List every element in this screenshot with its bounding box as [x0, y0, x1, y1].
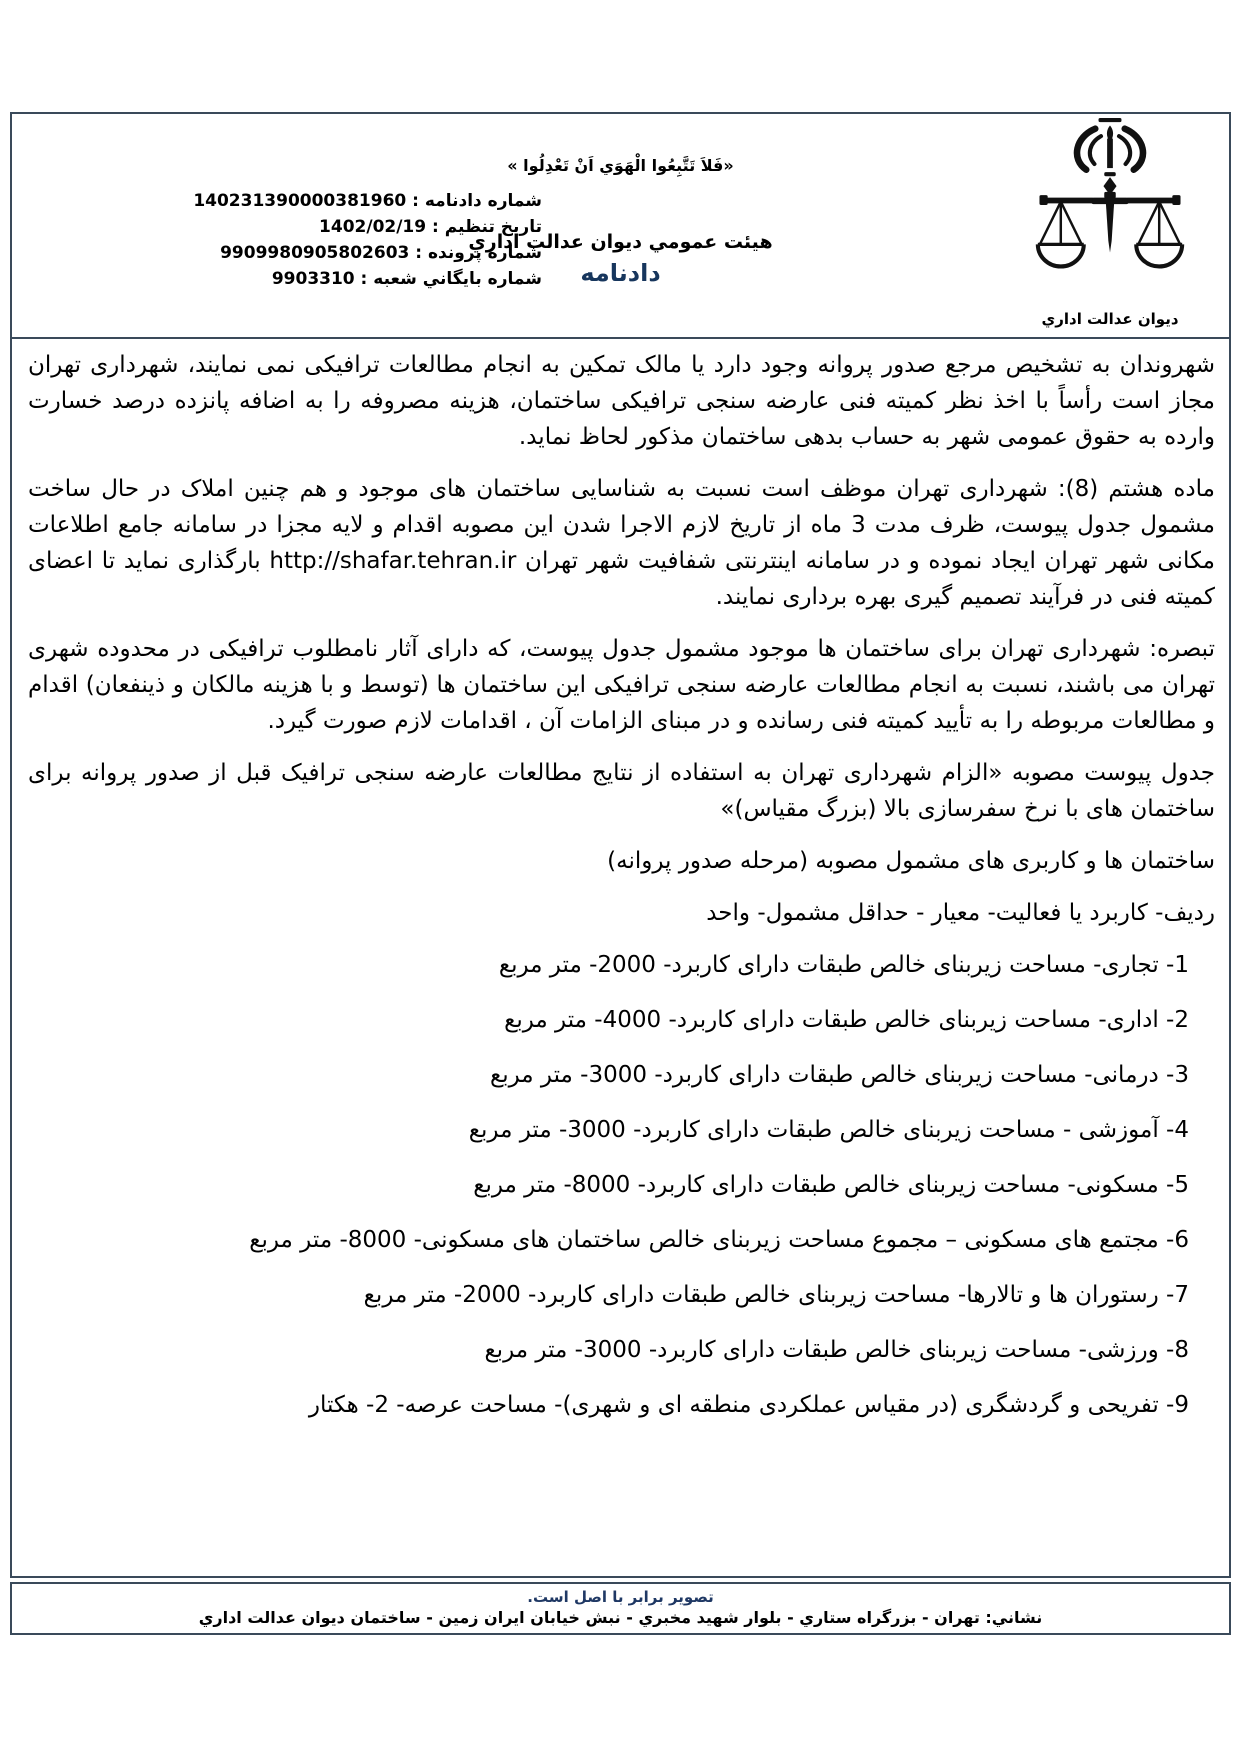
table-row: 7- رستوران ها و تالارها- مساحت زیربنای خالص طبقات دارای کاربرد- 2000- متر مربع: [363, 1282, 1189, 1308]
verdict-number: شماره دادنامه : 140231390000381960: [193, 191, 542, 211]
document-body: [12, 339, 1229, 1423]
court-address: نشاني: تهران - بزرگراه ستاري - بلوار شهيد مخبري - نبش خيابان ايران زمين - ساختمان ديوان عدالت اداري: [198, 1608, 1043, 1627]
issue-date: تاريخ تنظيم : 1402/02/19: [319, 217, 542, 237]
logo-caption: ديوان عدالت اداري: [1041, 310, 1179, 328]
verdict-document: [10, 112, 1231, 1578]
table-columns-header: ردیف- کاربرد یا فعالیت- معیار - حداقل مشمول- واحد: [706, 900, 1215, 926]
table-row: 2- اداری- مساحت زیربنای خالص طبقات دارای کاربرد- 4000- متر مربع: [504, 1007, 1189, 1033]
paragraph-article-8: ماده هشتم (8): شهرداری تهران موظف است نسبت به شناسایی ساختمان های موجود و هم چنین املاک در حال ساخت مشمول جدول پیوست، ظرف مدت 3 ماه از تاریخ لازم الاجرا شدن این مصوبه اقدام و لایه مجزا در سامانه جامع اطلاعات مکانی شهر تهران ایجاد نموده و در سامانه اینترنتی شفافیت شهر تهران http://shafar.tehran.ir بارگذاری نماید تا اعضای کمیته فنی در فرآیند تصمیم گیری بهره برداری نمایند.: [28, 476, 1215, 610]
header-center: [311, 114, 931, 287]
table-row: 6- مجتمع های مسکونی – مجموع مساحت زیربنای خالص ساختمان های مسکونی- 8000- متر مربع: [249, 1227, 1189, 1253]
table-row: 9- تفریحی و گردشگری (در مقیاس عملکردی منطقه ای و شهری)- مساحت عرصه- 2- هکتار: [308, 1392, 1189, 1418]
court-logo-block: [1015, 118, 1205, 328]
paragraph-citizens: شهروندان به تشخیص مرجع صدور پروانه وجود دارد یا مالک تمکین به انجام مطالعات ترافیکی نمی نمایند، شهرداری تهران مجاز است رأساً با اخذ نظر کمیته فنی عارضه سنجی ترافیکی ساختمان، هزینه مصروفه را به اضافه پانزده درصد خسارت وارده به حقوق عمومی شهر به حساب بدهی ساختمان مذکور لحاظ نماید.: [28, 352, 1215, 450]
attached-table-subtitle: ساختمان ها و کاربری های مشمول مصوبه (مرحله صدور پروانه): [607, 848, 1215, 874]
table-row: 8- ورزشی- مساحت زیربنای خالص طبقات دارای کاربرد- 3000- متر مربع: [484, 1337, 1189, 1363]
certification-note: تصویر برابر با اصل است.: [527, 1588, 714, 1606]
document-header: [12, 114, 1229, 339]
table-row: 3- درمانی- مساحت زیربنای خالص طبقات دارای کاربرد- 3000- متر مربع: [489, 1062, 1189, 1088]
case-number: شماره پرونده : 9909980905802603: [220, 243, 542, 263]
table-row: 5- مسکونی- مساحت زیربنای خالص طبقات دارای کاربرد- 8000- متر مربع: [473, 1172, 1189, 1198]
document-type-title: دادنامه: [580, 259, 661, 287]
table-row: 4- آموزشی - مساحت زیربنای خالص طبقات دارای کاربرد- 3000- متر مربع: [468, 1117, 1189, 1143]
attached-table-title: جدول پیوست مصوبه «الزام شهرداری تهران به استفاده از نتایج مطالعات عارضه سنجی ترافیک قبل از صدور پروانه برای ساختمان های با نرخ سفرسازی بالا (بزرگ مقیاس)»: [28, 760, 1215, 822]
document-footer: [10, 1582, 1231, 1635]
table-row: 1- تجاری- مساحت زیربنای خالص طبقات دارای کاربرد- 2000- متر مربع: [498, 952, 1189, 978]
assembly-title: هيئت عمومي ديوان عدالت اداري: [468, 231, 773, 253]
quran-quote: «فَلاَ تَتَّبِعُوا الْهَوَي اَنْ تَعْدِلُوا »: [507, 156, 734, 175]
justice-scales-logo: [1028, 118, 1192, 310]
paragraph-note: تبصره: شهرداری تهران برای ساختمان ها موجود مشمول جدول پیوست، که دارای آثار نامطلوب ترافیکی در محدوده شهری تهران می باشند، نسبت به انجام مطالعات عارضه سنجی ترافیکی این ساختمان ها (توسط و با هزینه مالکان و ذینفعان) اقدام و مطالعات مربوطه را به تأیید کمیته فنی رسانده و در مبنای الزامات آن ، اقدامات لازم صورت گیرد.: [28, 636, 1215, 734]
branch-archive-number: شماره بايگاني شعبه : 9903310: [271, 269, 542, 289]
